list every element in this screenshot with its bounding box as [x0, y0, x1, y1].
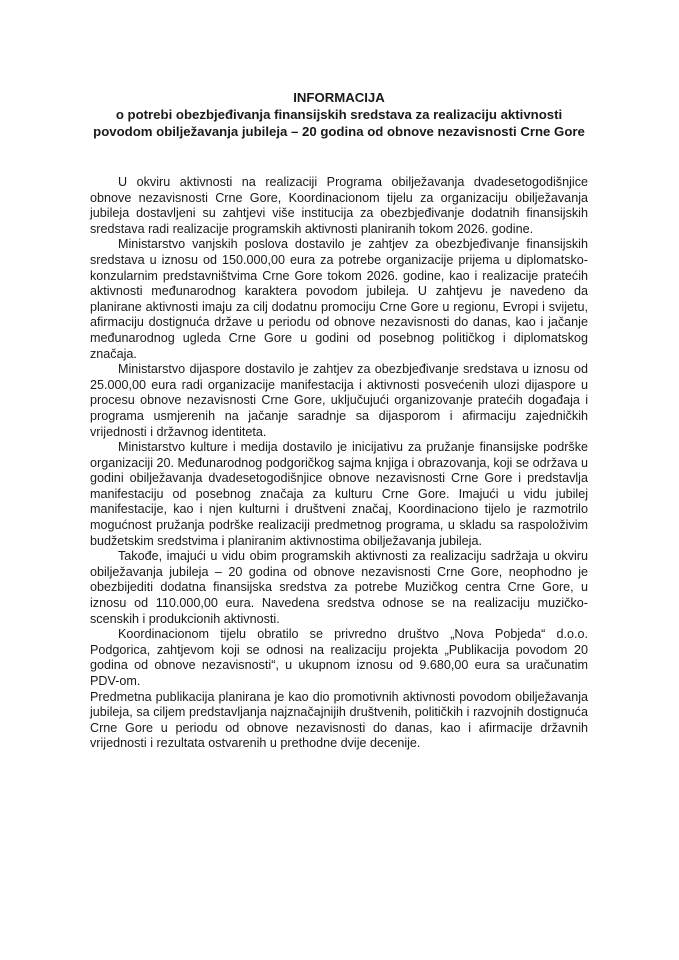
document-title: INFORMACIJA [293, 90, 385, 105]
document-body [90, 175, 588, 752]
paragraph-publication: Predmetna publikacija planirana je kao dio promotivnih aktivnosti povodom obilježavanja jubileja, sa ciljem predstavljanja najznačajnijih društvenih, političkih i razvojnih dostignuća Crne Gore u periodu od obnove nezavisnosti do danas, kao i afirmacije državnih vrijednosti i rezultata ostvarenih u prethodne dvije decenije. [90, 689, 588, 751]
document-heading [90, 89, 588, 140]
document-subtitle: o potrebi obezbjeđivanja finansijskih sredstava za realizaciju aktivnosti povodom obilježavanja jubileja – 20 godina od obnove nezavisnosti Crne Gore [93, 107, 585, 139]
paragraph-foreign-affairs: Ministarstvo vanjskih poslova dostavilo je zahtjev za obezbjeđivanje finansijskih sredstava u iznosu od 150.000,00 eura za potrebe organizacije prijema u diplomatsko-konzularnim predstavništvima Crne Gore tokom 2026. godine, kao i realizacije pratećih aktivnosti međunarodnog karaktera povodom jubileja. U zahtjevu je navedeno da planirane aktivnosti imaju za cilj dodatnu promociju Crne Gore u regionu, Evropi i svijetu, afirmaciju dostignuća države u periodu od obnove nezavisnosti do danas, kao i jačanje međunarodnog ugleda Crne Gore u godini od posebnog političkog i diplomatskog značaja. [90, 237, 588, 361]
paragraph-nova-pobjeda: Koordinacionom tijelu obratilo se privredno društvo „Nova Pobjeda“ d.o.o. Podgorica, zahtjevom koji se odnosi na realizaciju projekta „Publikacija povodom 20 godina od obnove nezavisnosti“, u ukupnom iznosu od 9.680,00 eura sa uračunatim PDV-om. [90, 627, 588, 688]
paragraph-diaspora: Ministarstvo dijaspore dostavilo je zahtjev za obezbjeđivanje sredstava u iznosu od 25.000,00 eura radi organizacije manifestacija i aktivnosti posvećenih ulozi dijaspore u procesu obnove nezavisnosti Crne Gore, uključujući organizovanje pratećih događaja i programa usmjerenih na jačanje saradnje sa dijasporom i afirmaciju zajedničkih vrijednosti i državnog identiteta. [90, 362, 588, 439]
paragraph-music-centre: Takođe, imajući u vidu obim programskih aktivnosti za realizaciju sadržaja u okviru obilježavanja jubileja – 20 godina od obnove nezavisnosti Crne Gore, neophodno je obezbijediti dodatna finansijska sredstva za potrebe Muzičkog centra Crne Gore, u iznosu od 110.000,00 eura. Navedena sredstva odnose se na realizaciju muzičko-scenskih i produkcionih aktivnosti. [90, 549, 588, 626]
paragraph-intro: U okviru aktivnosti na realizaciji Programa obilježavanja dvadesetogodišnjice obnove nezavisnosti Crne Gore, Koordinacionom tijelu za organizaciju obilježavanja jubileja dostavljeni su zahtjevi više institucija za obezbjeđivanje dodatnih finansijskih sredstava radi realizacije programskih aktivnosti planiranih tokom 2026. godine. [90, 175, 588, 236]
paragraph-culture-media: Ministarstvo kulture i medija dostavilo je inicijativu za pružanje finansijske podrške organizaciji 20. Međunarodnog podgoričkog sajma knjiga i obrazovanja, koji se održava u godini obilježavanja dvadesetogodišnjice obnove nezavisnosti Crne Gore i predstavlja manifestaciju od posebnog značaja za kulturu Crne Gore. Imajući u vidu jubilej manifestacije, kao i njen kulturni i društveni značaj, Koordinaciono tijelo je razmotrilo mogućnost pružanja podrške realizaciji predmetnog programa, u skladu sa raspoloživim budžetskim sredstvima i planiranim aktivnostima obilježavanja jubileja. [90, 440, 588, 548]
